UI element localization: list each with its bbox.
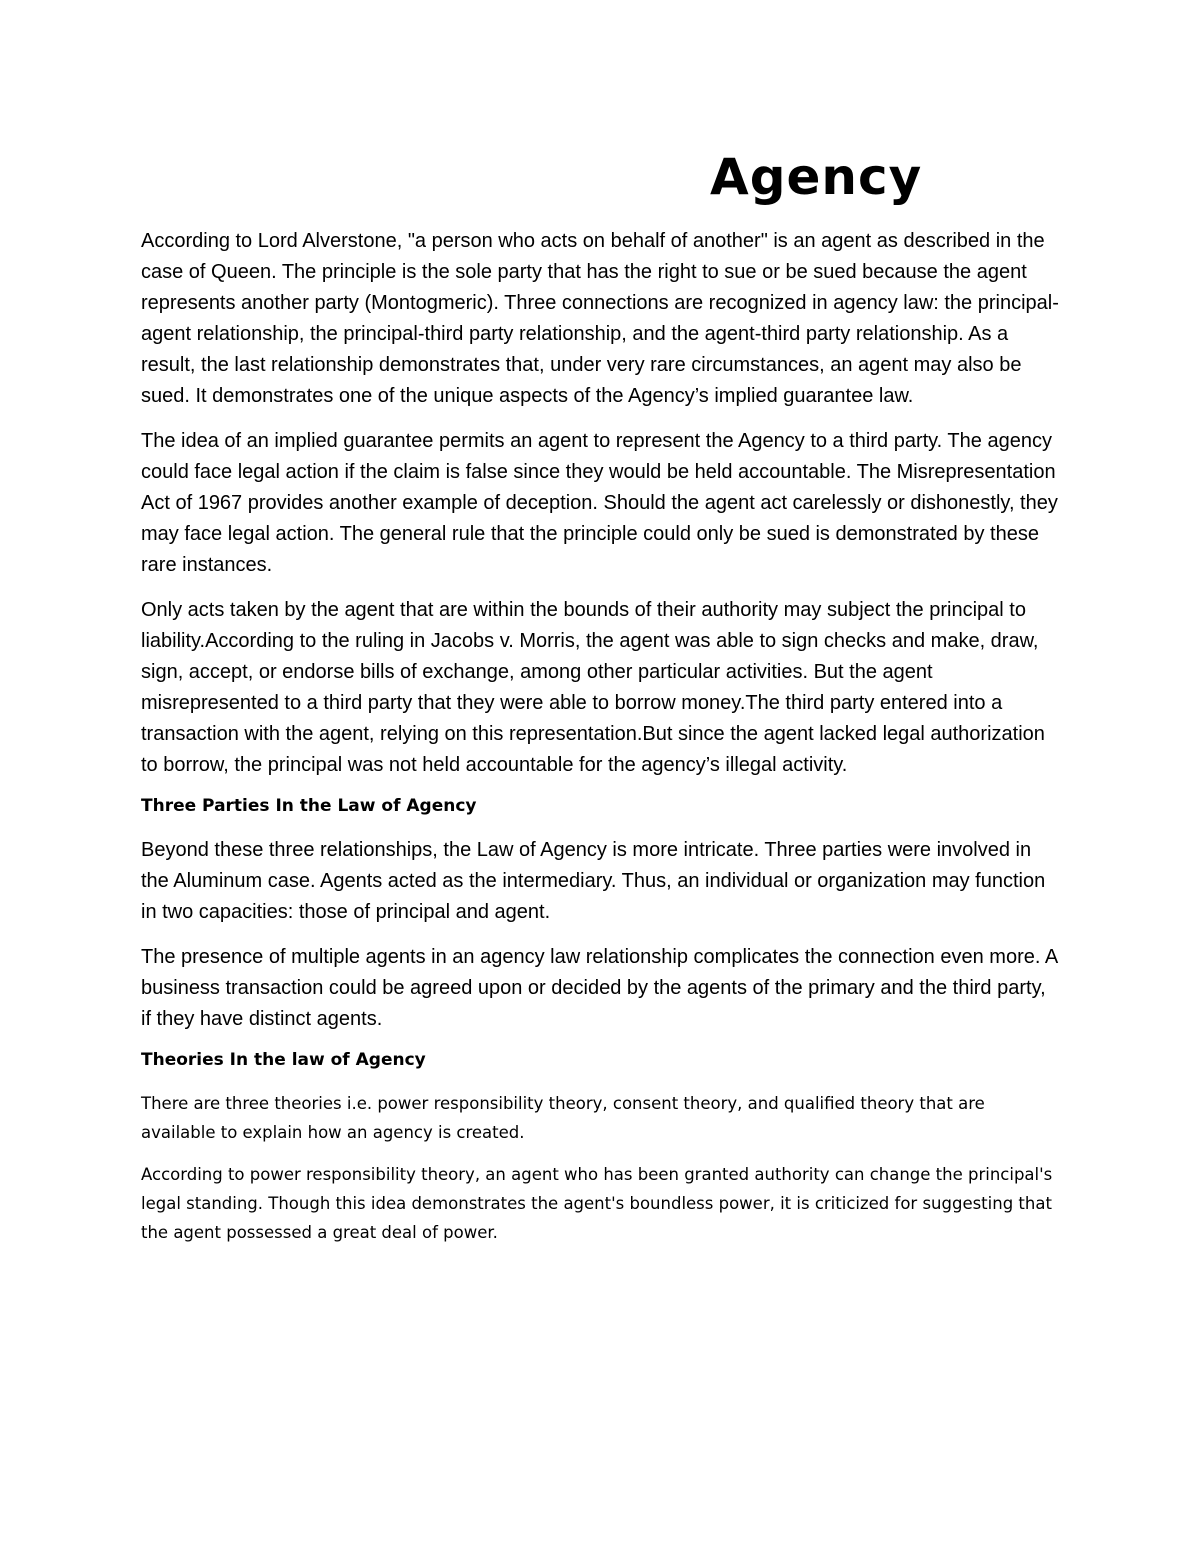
document-body (141, 226, 1061, 1260)
intro-paragraph-1: According to Lord Alverstone, "a person who acts on behalf of another" is an agent as described in the case of Queen. The principle is the sole party that has the right to sue or be sued because the agent represents another party (Montogmeric). Three connections are recognized in agency law: the principal-agent relationship, the principal-third party relationship, and the agent-third party relationship. As a result, the last relationship demonstrates that, under very rare circumstances, an agent may also be sued. It demonstrates one of the unique aspects of the Agency’s implied guarantee law. (141, 230, 1059, 407)
three-parties-paragraph-1: Beyond these three relationships, the Law of Agency is more intricate. Three parties were involved in the Aluminum case. Agents acted as the intermediary. Thus, an individual or organization may function in two capacities: those of principal and agent. (141, 839, 1046, 923)
three-parties-paragraph-2: The presence of multiple agents in an agency law relationship complicates the connection even more. A business transaction could be agreed upon or decided by the agents of the primary and the third party, if they have distinct agents. (141, 946, 1058, 1030)
intro-paragraph-3: Only acts taken by the agent that are within the bounds of their authority may subject the principal to liability.According to the ruling in Jacobs v. Morris, the agent was able to sign checks and make, draw, sign, accept, or endorse bills of exchange, among other particular activities. But the agent misrepresented to a third party that they were able to borrow money.The third party entered into a transaction with the agent, relying on this representation.But since the agent lacked legal authorization to borrow, the principal was not held accountable for the agency’s illegal activity. (141, 599, 1045, 776)
intro-paragraph-2: The idea of an implied guarantee permits an agent to represent the Agency to a third party. The agency could face legal action if the claim is false since they would be held accountable. The Misrepresentation Act of 1967 provides another example of deception. Should the agent act carelessly or dishonestly, they may face legal action. The general rule that the principle could only be sued is demonstrated by these rare instances. (141, 430, 1058, 576)
theories-paragraph-2: According to power responsibility theory, an agent who has been granted authority can change the principal's legal standing. Though this idea demonstrates the agent's boundless power, it is criticized for suggesting that the agent possessed a great deal of power. (141, 1165, 1053, 1242)
section-heading-three-parties: Three Parties In the Law of Agency (141, 796, 477, 816)
theories-paragraph-1: There are three theories i.e. power responsibility theory, consent theory, and qualified theory that are available to explain how an agency is created. (141, 1094, 985, 1142)
section-heading-theories: Theories In the law of Agency (141, 1050, 426, 1070)
document-title: Agency (710, 148, 923, 206)
